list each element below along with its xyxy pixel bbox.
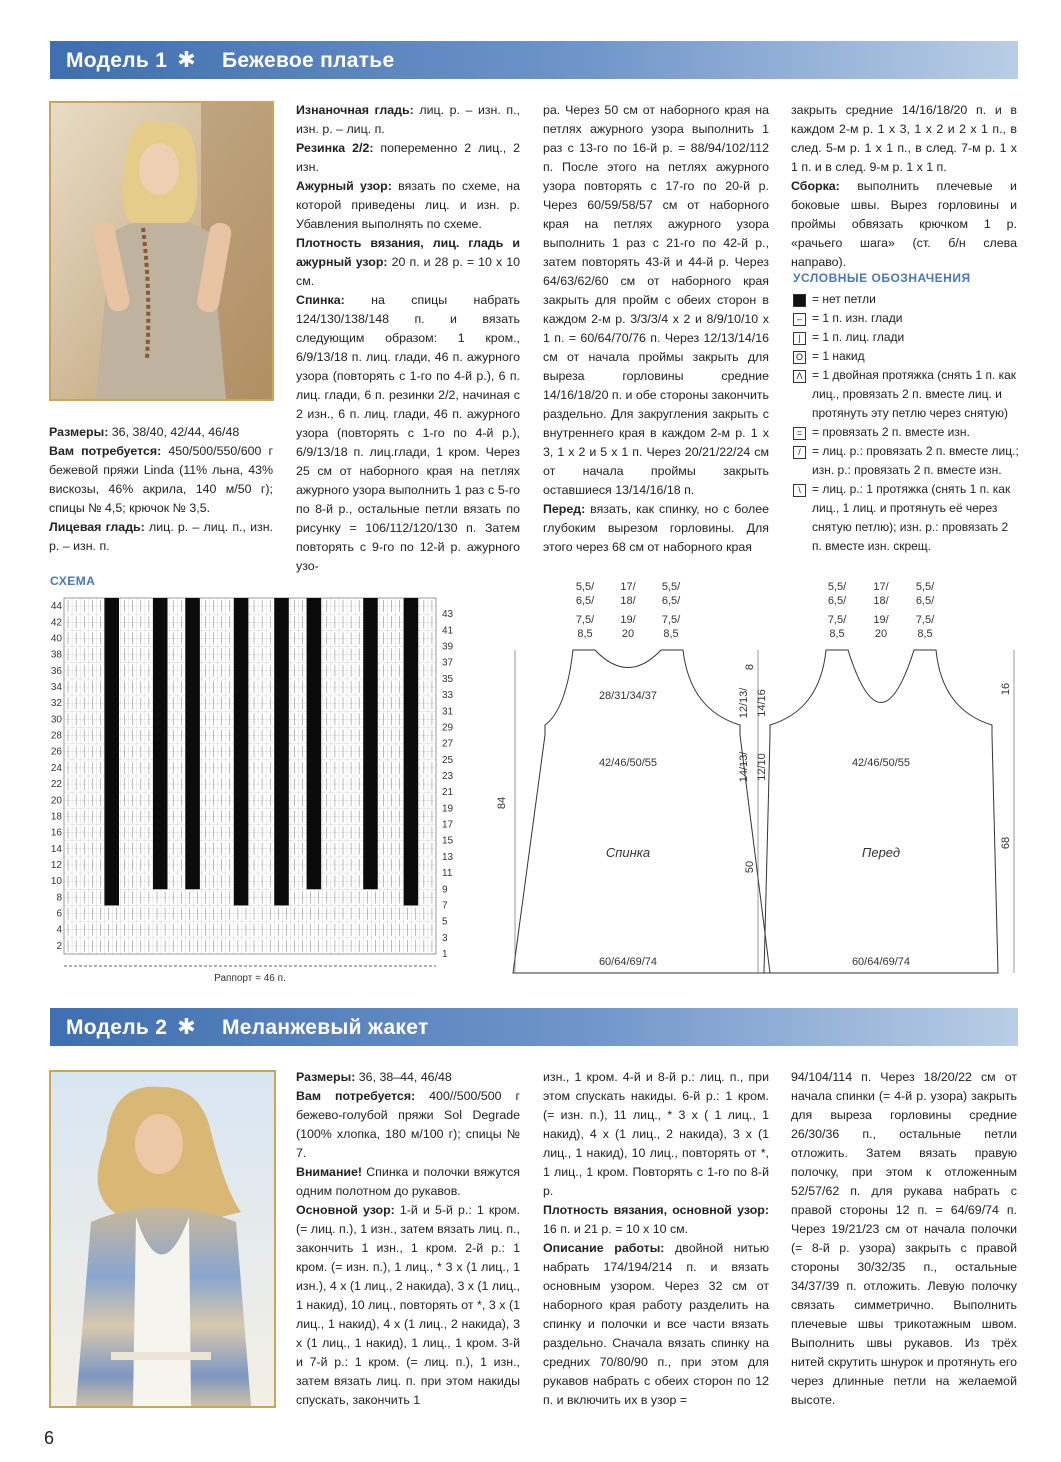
row-number-right: 21 <box>442 787 454 799</box>
no-stitch-column <box>363 598 378 889</box>
legend-title: УСЛОВНЫЕ ОБОЗНАЧЕНИЯ <box>793 271 971 285</box>
paragraph <box>296 291 520 576</box>
para-text: двойной нитью набрать 174/194/214 п. и вязать основным узором. Через 32 см от наборного края работу разделить на спинку и полочки и все части вязать раздельно. Сначала вязать спинку на средних 70/80/90 п., при этом для рукавов набрать с обеих сторон по 12 п. и включить их в узор = <box>543 1241 769 1407</box>
no-stitch-column <box>404 598 419 905</box>
needed-value: 450/500/550/600 г бежевой пряжи Linda (11% льна, 43% вискозы, 46% акрила, 140 м/50 г); спицы № 4,5; крючок № 3,5. <box>49 444 273 515</box>
sizes-value: 36, 38/40, 42/44, 46/48 <box>111 425 240 439</box>
legend-item <box>793 290 1019 309</box>
row-number-right: 17 <box>442 819 454 831</box>
para-label: Основной узор: <box>296 1203 395 1217</box>
no-stitch-symbol-icon <box>793 294 806 307</box>
row-number-left: 42 <box>50 617 62 629</box>
para-text: ра. Через 50 см от наборного края на петлях ажурного узора выполнить 1 раз с 13-го по 16-й р. = 88/94/102/112 п. После этого на петлях ажурного узора повторять с 17-го по 20-й р. Через 60/59/58/57 см от наборного края на петлях ажурного узора выполнить 1 раз с 21-го по 42-й р., затем повторять 43-й и 44-й р. Через 64/63/62/60 см от наборного края закрыть для пройм с обеих сторон в каждом 2-м р. 3/3/3/4 х 2 и 8/9/10/10 х 1 п. = 60/64/70/76 п. Через 12/13/14/16 см от начала проймы закрыть для выреза горловины средние 14/16/18/20 п. и обе стороны закончить раздельно. Для закругления закрыть с внутреннего края в каждом 2-м р. 1 х 3, 1 х 2 и 5 х 1 п. Через 20/21/22/24 см от начала проймы закрыть оставшиеся 13/14/16/18 п. <box>543 103 770 497</box>
snowflake-icon: ✱ <box>177 47 196 72</box>
model2-col4 <box>791 1068 1017 1410</box>
para-label: Сборка: <box>791 179 840 193</box>
legend-text: = 1 двойная протяжка (снять 1 п. как лиц., провязать 2 п. вместе лиц. и протянуть эту петлю через снятую) <box>812 368 1017 420</box>
row-number-right: 7 <box>442 900 448 912</box>
back-shoulder-right-3: 7,5/ <box>661 614 681 626</box>
row-number-right: 27 <box>442 738 454 750</box>
legend-item <box>793 366 1019 423</box>
front-outline <box>764 650 998 973</box>
back-pattern-diagram <box>485 575 775 980</box>
paragraph <box>296 139 520 177</box>
legend-item <box>793 347 1019 366</box>
paragraph <box>296 1068 520 1087</box>
purl-two-together-symbol-icon: = <box>793 427 806 440</box>
yarn-over-symbol-icon: O <box>793 351 806 364</box>
knitting-chart <box>50 594 460 994</box>
front-label: Перед <box>861 845 901 860</box>
legend-text: = лиц. р.: провязать 2 п. вместе лиц.; изн. р.: провязать 2 п. вместе изн. <box>812 444 1019 477</box>
snowflake-icon: ✱ <box>177 1014 196 1039</box>
row-number-left: 38 <box>50 649 62 661</box>
model1-col3 <box>543 101 769 557</box>
row-number-left: 36 <box>50 665 62 677</box>
row-number-left: 28 <box>50 730 62 742</box>
no-stitch-column <box>274 598 289 905</box>
model2-title: Меланжевый жакет <box>221 1016 429 1039</box>
legend-item <box>793 442 1019 480</box>
row-number-right: 5 <box>442 916 448 928</box>
model1-title: Бежевое платье <box>221 49 395 72</box>
back-shoulder-left-1: 5,5/ <box>575 581 595 593</box>
legend-text: = 1 накид <box>812 349 865 363</box>
back-shoulder-left-2: 6,5/ <box>575 595 595 607</box>
model1-col1 <box>49 423 273 556</box>
no-stitch-column <box>234 598 249 905</box>
front-neck-2: 18/ <box>873 595 889 607</box>
row-number-left: 40 <box>50 633 62 645</box>
row-number-left: 34 <box>50 682 62 693</box>
model2-col3 <box>543 1068 769 1410</box>
legend-item <box>793 423 1019 442</box>
para-text: вязать по схеме, на которой приведены лиц. и изн. р. Убавления выполнять по схеме. <box>296 179 520 231</box>
para-text: 1-й и 5-й р.: 1 кром. (= лиц. п.), 1 изн., затем вязать лиц. п., закончить 1 изн., 1 кром. 2-й р.: 1 кром. (= изн. п.), 1 лиц., * 3 х (1 лиц., 1 изн.), 4 х (1 лиц., 2 накида), 3 х (1 лиц., 1 накид), 10 лиц., повторять от *, 3 х (1 лиц., 1 накид), 4 х (1 лиц., 2 накида), 3 х (1 лиц., 1 накид), 1 лиц., 1 кром. 3-й и 7-й р.: 1 кром. (= лиц. п.), 1 изн., затем вязать лиц. п. при этом накиды спускать, закончить 1 <box>296 1203 521 1407</box>
model2-banner <box>50 1008 1018 1046</box>
back-shoulder-left-3: 7,5/ <box>575 614 595 626</box>
row-number-right: 13 <box>442 851 454 863</box>
model2-photo <box>49 1070 276 1408</box>
back-side-1: 14/13/ <box>738 751 750 783</box>
para-label: Ажурный узор: <box>296 179 392 193</box>
no-stitch-column <box>153 598 168 889</box>
legend-item <box>793 309 1019 328</box>
front-neck-depth: 16 <box>1000 682 1012 696</box>
paragraph <box>543 1201 769 1239</box>
row-number-right: 31 <box>442 706 454 718</box>
woman-melange-jacket-illustration <box>51 1072 274 1406</box>
row-number-left: 22 <box>50 779 62 791</box>
legend-text: = нет петли <box>812 292 876 306</box>
paragraph <box>791 1068 1017 1410</box>
back-neck-depth: 8 <box>744 663 756 671</box>
row-number-right: 41 <box>442 625 454 637</box>
para-text: изн., 1 кром. 4-й и 8-й р.: лиц. п., при этом спускать накиды. 6-й р.: 1 кром. (= изн. п.), 11 лиц., * 3 х ( 1 лиц., 1 накид), 4 х (1 лиц., 2 накида), 3 х (1 лиц., 1 накид), 10 лиц., повторять от *, 1 лиц., 1 кром. Повторять с 1-го по 8-й р. <box>543 1070 769 1198</box>
legend-item <box>793 480 1019 556</box>
front-shoulder-right-3: 7,5/ <box>915 614 935 626</box>
paragraph <box>791 177 1017 272</box>
front-shoulder-left-1: 5,5/ <box>827 581 847 593</box>
knit-symbol-icon: | <box>793 332 806 345</box>
front-neck-1: 17/ <box>873 581 889 593</box>
back-neck-width: 28/31/34/37 <box>598 690 658 702</box>
para-text: вязать, как спинку, но с более глубоким вырезом горловины. Для этого через 68 см от наборного края <box>543 502 769 554</box>
back-side-2: 12/10 <box>756 753 768 781</box>
paragraph <box>296 1201 520 1410</box>
legend-text: = 1 п. изн. глади <box>812 311 903 325</box>
front-shoulder-right-4: 8,5 <box>917 628 933 640</box>
front-shoulder-right-1: 5,5/ <box>915 581 935 593</box>
paragraph <box>296 101 520 139</box>
front-shoulder-left-4: 8,5 <box>829 628 845 640</box>
row-number-right: 29 <box>442 722 454 734</box>
left-decrease-symbol-icon: \ <box>793 484 806 497</box>
paragraph <box>296 234 520 291</box>
back-height: 84 <box>496 796 508 810</box>
model2-col2 <box>296 1068 520 1410</box>
row-number-right: 19 <box>442 803 454 815</box>
row-number-left: 30 <box>50 714 62 726</box>
front-bottom-width: 60/64/69/74 <box>851 956 911 968</box>
paragraph <box>296 1087 520 1163</box>
row-number-right: 35 <box>442 673 454 685</box>
front-neck-4: 20 <box>874 628 888 640</box>
row-number-left: 8 <box>56 892 62 904</box>
para-text: выполнить плечевые и боковые швы. Вырез горловины и проймы обвязать крючком 1 р. «рачьего шага» (ст. б/н слева направо). <box>791 179 1017 269</box>
row-number-right: 33 <box>442 690 454 702</box>
paragraph <box>543 1239 769 1410</box>
model1-banner <box>50 41 1018 79</box>
para-text: Спинка и полочки вяжутся одним полотном до рукавов. <box>296 1165 520 1198</box>
para-text: 94/104/114 п. Через 18/20/22 см от начала спинки (= 4-й р. узора) закрыть для выреза горловины средние 26/30/36 п., остальные петли отложить. Затем вязать правую полочку, при этом к отложенным 52/57/62 п. для рукава набрать с правой стороны 12 п. = 64/69/74 п. Через 19/21/23 см от начала полочки (= 8-й р. узора) закрыть с правой стороны 30/32/35 п., остальные 34/37/39 п. отложить. Левую полочку связать симметрично. Выполнить плечевые швы трикотажным швом. Выполнить швы рукавов. Из трёх нитей скрутить шнурок и протянуть его через длинные петли на желаемой высоте. <box>791 1070 1017 1407</box>
row-number-left: 14 <box>50 843 62 855</box>
para-text: попеременно 2 лиц., 2 изн. <box>296 141 520 174</box>
para-text: закрыть средние 14/16/18/20 п. и в каждом 2-м р. 1 х 3, 1 х 2 и 2 х 1 п., в след. 5-м р. 1 х 1 п., в след. 7-м р. 1 х 1 п. и в след. 9-м р. 1 х 1 п. <box>791 103 1017 174</box>
face-stitch-label: Лицевая гладь: <box>49 520 145 534</box>
right-decrease-symbol-icon: / <box>793 446 806 459</box>
model1-photo <box>49 101 274 401</box>
para-label: Перед: <box>543 502 586 516</box>
double-decrease-symbol-icon: Λ <box>793 370 806 383</box>
front-lower: 68 <box>1000 836 1012 850</box>
para-label: Вам потребуется: <box>296 1089 416 1103</box>
para-label: Резинка 2/2: <box>296 141 374 155</box>
paragraph <box>543 500 769 557</box>
row-number-right: 1 <box>442 949 448 960</box>
row-number-left: 32 <box>50 698 62 710</box>
para-text: лиц. р. – изн. п., изн. р. – лиц. п. <box>296 103 520 136</box>
row-number-right: 39 <box>442 641 454 653</box>
paragraph <box>296 1163 520 1201</box>
face-stitch-value: лиц. р. – лиц. п., изн. р. – изн. п. <box>49 520 273 553</box>
legend-text: = провязать 2 п. вместе изн. <box>812 425 970 439</box>
row-number-left: 26 <box>50 746 62 758</box>
para-label: Размеры: <box>296 1070 356 1084</box>
no-stitch-column <box>185 598 200 889</box>
paragraph <box>296 177 520 234</box>
row-number-left: 6 <box>56 908 62 920</box>
back-neck-2: 18/ <box>620 595 636 607</box>
row-number-left: 16 <box>50 827 62 839</box>
paragraph <box>791 101 1017 177</box>
row-number-left: 44 <box>50 601 62 613</box>
row-number-right: 23 <box>442 771 454 782</box>
row-number-left: 10 <box>50 876 62 888</box>
para-label: Плотность вязания, лиц. гладь и ажурный узор: <box>296 236 520 269</box>
back-waist-width: 42/46/50/55 <box>598 757 658 769</box>
back-label: Спинка <box>605 845 651 860</box>
row-number-left: 4 <box>56 924 62 936</box>
back-armhole-1: 12/13/ <box>738 687 750 719</box>
back-neck-4: 20 <box>621 628 635 640</box>
back-bottom-width: 60/64/69/74 <box>598 956 658 968</box>
back-neck-1: 17/ <box>620 581 636 593</box>
page-number: 6 <box>44 1428 55 1448</box>
needed-label: Вам потребуется: <box>49 444 162 458</box>
no-stitch-column <box>307 598 322 889</box>
front-neck-3: 19/ <box>873 614 889 626</box>
para-text: 36, 38–44, 46/48 <box>358 1070 452 1084</box>
row-number-right: 11 <box>442 868 453 880</box>
front-waist-width: 42/46/50/55 <box>851 757 911 769</box>
para-label: Внимание! <box>296 1165 363 1179</box>
paragraph <box>543 101 769 500</box>
row-number-right: 9 <box>442 884 448 896</box>
row-number-left: 24 <box>50 762 62 774</box>
para-label: Спинка: <box>296 293 345 307</box>
back-lower: 50 <box>744 860 756 874</box>
back-shoulder-right-1: 5,5/ <box>661 581 681 593</box>
paragraph <box>543 1068 769 1201</box>
model1-col2 <box>296 101 520 576</box>
row-number-right: 37 <box>442 657 454 669</box>
back-shoulder-right-4: 8,5 <box>663 628 679 640</box>
rapport-label: Раппорт = 46 п. <box>214 973 286 984</box>
back-armhole-2: 14/16 <box>756 689 768 717</box>
para-label: Плотность вязания, основной узор: <box>543 1203 769 1217</box>
model2-number: Модель 2 <box>66 1016 168 1039</box>
back-shoulder-right-2: 6,5/ <box>661 595 681 607</box>
purl-symbol-icon: – <box>793 313 806 326</box>
back-neck-3: 19/ <box>620 614 636 626</box>
sizes-label: Размеры: <box>49 425 109 439</box>
no-stitch-column <box>104 598 119 905</box>
row-number-left: 18 <box>50 811 62 823</box>
legend-text: = лиц. р.: 1 протяжка (снять 1 п. как лиц., 1 лиц. и протянуть её через снятую петлю); изн. р.: провязать 2 п. вместе изн. скрещ. <box>812 482 1011 553</box>
front-shoulder-left-3: 7,5/ <box>827 614 847 626</box>
legend-item <box>793 328 1019 347</box>
legend <box>793 290 1019 556</box>
row-number-left: 2 <box>56 940 62 952</box>
row-number-right: 15 <box>442 835 454 847</box>
model1-number: Модель 1 <box>66 49 168 72</box>
back-shoulder-left-4: 8,5 <box>577 628 593 640</box>
para-text: 400//500/500 г бежево-голубой пряжи Sol Degrade (100% хлопка, 180 м/100 г); спицы № 7. <box>296 1089 520 1160</box>
front-shoulder-right-2: 6,5/ <box>915 595 935 607</box>
row-number-right: 25 <box>442 754 454 766</box>
row-number-left: 20 <box>50 795 62 807</box>
para-text: 20 п. и 28 р. = 10 х 10 см. <box>296 255 520 288</box>
legend-text: = 1 п. лиц. глади <box>812 330 905 344</box>
para-text: 16 п. и 21 р. = 10 х 10 см. <box>543 1222 689 1236</box>
para-label: Описание работы: <box>543 1241 665 1255</box>
para-label: Изнаночная гладь: <box>296 103 414 117</box>
front-pattern-diagram <box>760 575 1020 980</box>
row-number-right: 43 <box>442 609 454 621</box>
front-shoulder-left-2: 6,5/ <box>827 595 847 607</box>
row-number-right: 3 <box>442 932 448 944</box>
model1-col4 <box>791 101 1017 272</box>
scheme-label: СХЕМА <box>50 574 96 588</box>
row-number-left: 12 <box>50 860 62 871</box>
woman-beige-dress-illustration <box>51 103 272 399</box>
para-text: на спицы набрать 124/130/138/148 п. и вязать следующим образом: 1 кром., 6/9/13/18 п. лиц. глади, 46 п. ажурного узора (повторять с 1-го по 4-й р.), 6 п. лиц. глади, 6 п. резинки 2/2, начиная с 2 изн., 6 п. лиц. глади, 46 п. ажурного узора (повторять с 1-го по 4-й р.), 6/9/13/18 п. лиц.глади, 1 кром. Через 25 см от наборного края на петлях ажурного узора выполнить 1 раз с 5-го по 8-й р., остальные петли вязать по рисунку = 106/112/120/130 п. Затем повторять с 9-го по 12-й р. ажурного узо- <box>296 293 520 573</box>
